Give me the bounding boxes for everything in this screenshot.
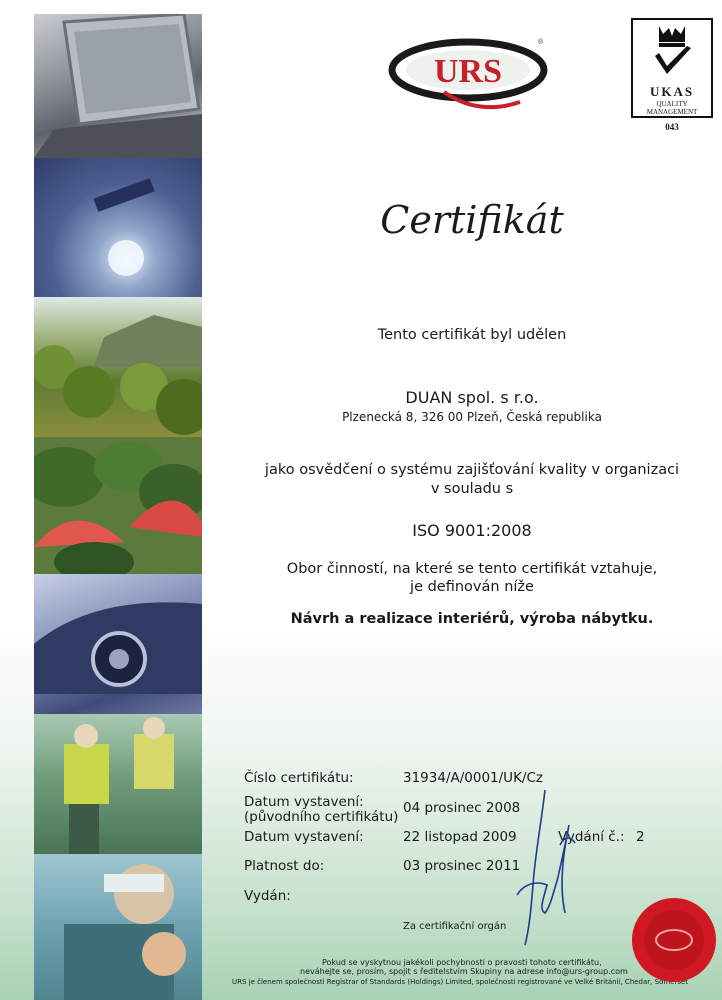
workers-photo: [34, 714, 202, 854]
crown-check-icon: [633, 20, 711, 82]
ukas-title: UKAS: [649, 84, 695, 99]
orig-issue-label-note: (původního certifikátu): [244, 809, 399, 825]
issue-number-label: Vydání č.:: [558, 829, 625, 845]
footer-line-2: neváhejte se, prosím, spojit s ředitelstvím Skupiny na adrese info@urs-group.com: [300, 967, 628, 976]
cert-number-value: 31934/A/0001/UK/Cz: [403, 770, 543, 786]
issued-label: Vydán:: [244, 888, 291, 904]
company-name: DUAN spol. s r.o.: [405, 388, 539, 407]
valid-until-value: 03 prosinec 2011: [403, 858, 521, 874]
ukas-number: 043: [665, 122, 679, 132]
footer-line-3: URS je členem společnosti Registrar of Standards (Holdings) Limited, společnosti registrované ve Velké Británii, Chedar, Somerset: [232, 978, 689, 986]
statement-line-1: jako osvědčení o systému zajišťování kvality v organizaci: [264, 462, 680, 478]
valid-until-label: Platnost do:: [244, 858, 325, 874]
photo-strip: [34, 14, 202, 1000]
urs-logo: [388, 30, 554, 116]
certification-body-label: Za certifikační orgán: [403, 921, 507, 932]
granted-text: Tento certifikát byl udělen: [377, 327, 567, 343]
scope-text: Návrh a realizace interiérů, výroba nábytku.: [290, 611, 654, 627]
issue-date-value: 22 listopad 2009: [403, 829, 517, 845]
doctor-photo: [34, 854, 202, 1000]
ukas-management: MANAGEMENT: [646, 108, 698, 116]
company-address: Plzenecká 8, 326 00 Plzeň, Česká republika: [342, 410, 602, 424]
orig-issue-label: Datum vystavení:: [244, 794, 364, 810]
footer-line-1: Pokud se vyskytnou jakékoli pochybnosti o pravosti tohoto certifikátu,: [322, 958, 602, 967]
orig-issue-value: 04 prosinec 2008: [403, 800, 521, 816]
svg-text:®: ®: [538, 39, 544, 46]
watermelon-photo: [34, 437, 202, 574]
certificate-title: Certifikát: [380, 198, 564, 242]
urs-logo-text: URS: [433, 53, 503, 90]
signature: [505, 785, 595, 950]
ukas-quality: QUALITY: [656, 100, 688, 108]
issue-number-value: 2: [636, 829, 645, 845]
vineyard-photo: [34, 297, 202, 437]
iso-standard: ISO 9001:2008: [412, 521, 532, 540]
scope-line-1: Obor činností, na které se tento certifikát vztahuje,: [286, 561, 658, 577]
statement-line-2: v souladu s: [430, 481, 514, 497]
issue-date-label: Datum vystavení:: [244, 829, 364, 845]
red-seal: [622, 892, 722, 984]
technician-photo: [34, 158, 202, 297]
car-photo: [34, 574, 202, 714]
scope-line-2: je definován níže: [410, 579, 534, 595]
cert-number-label: Číslo certifikátu:: [244, 770, 354, 786]
ukas-mark: [631, 18, 713, 118]
laptop-photo: [34, 14, 202, 158]
